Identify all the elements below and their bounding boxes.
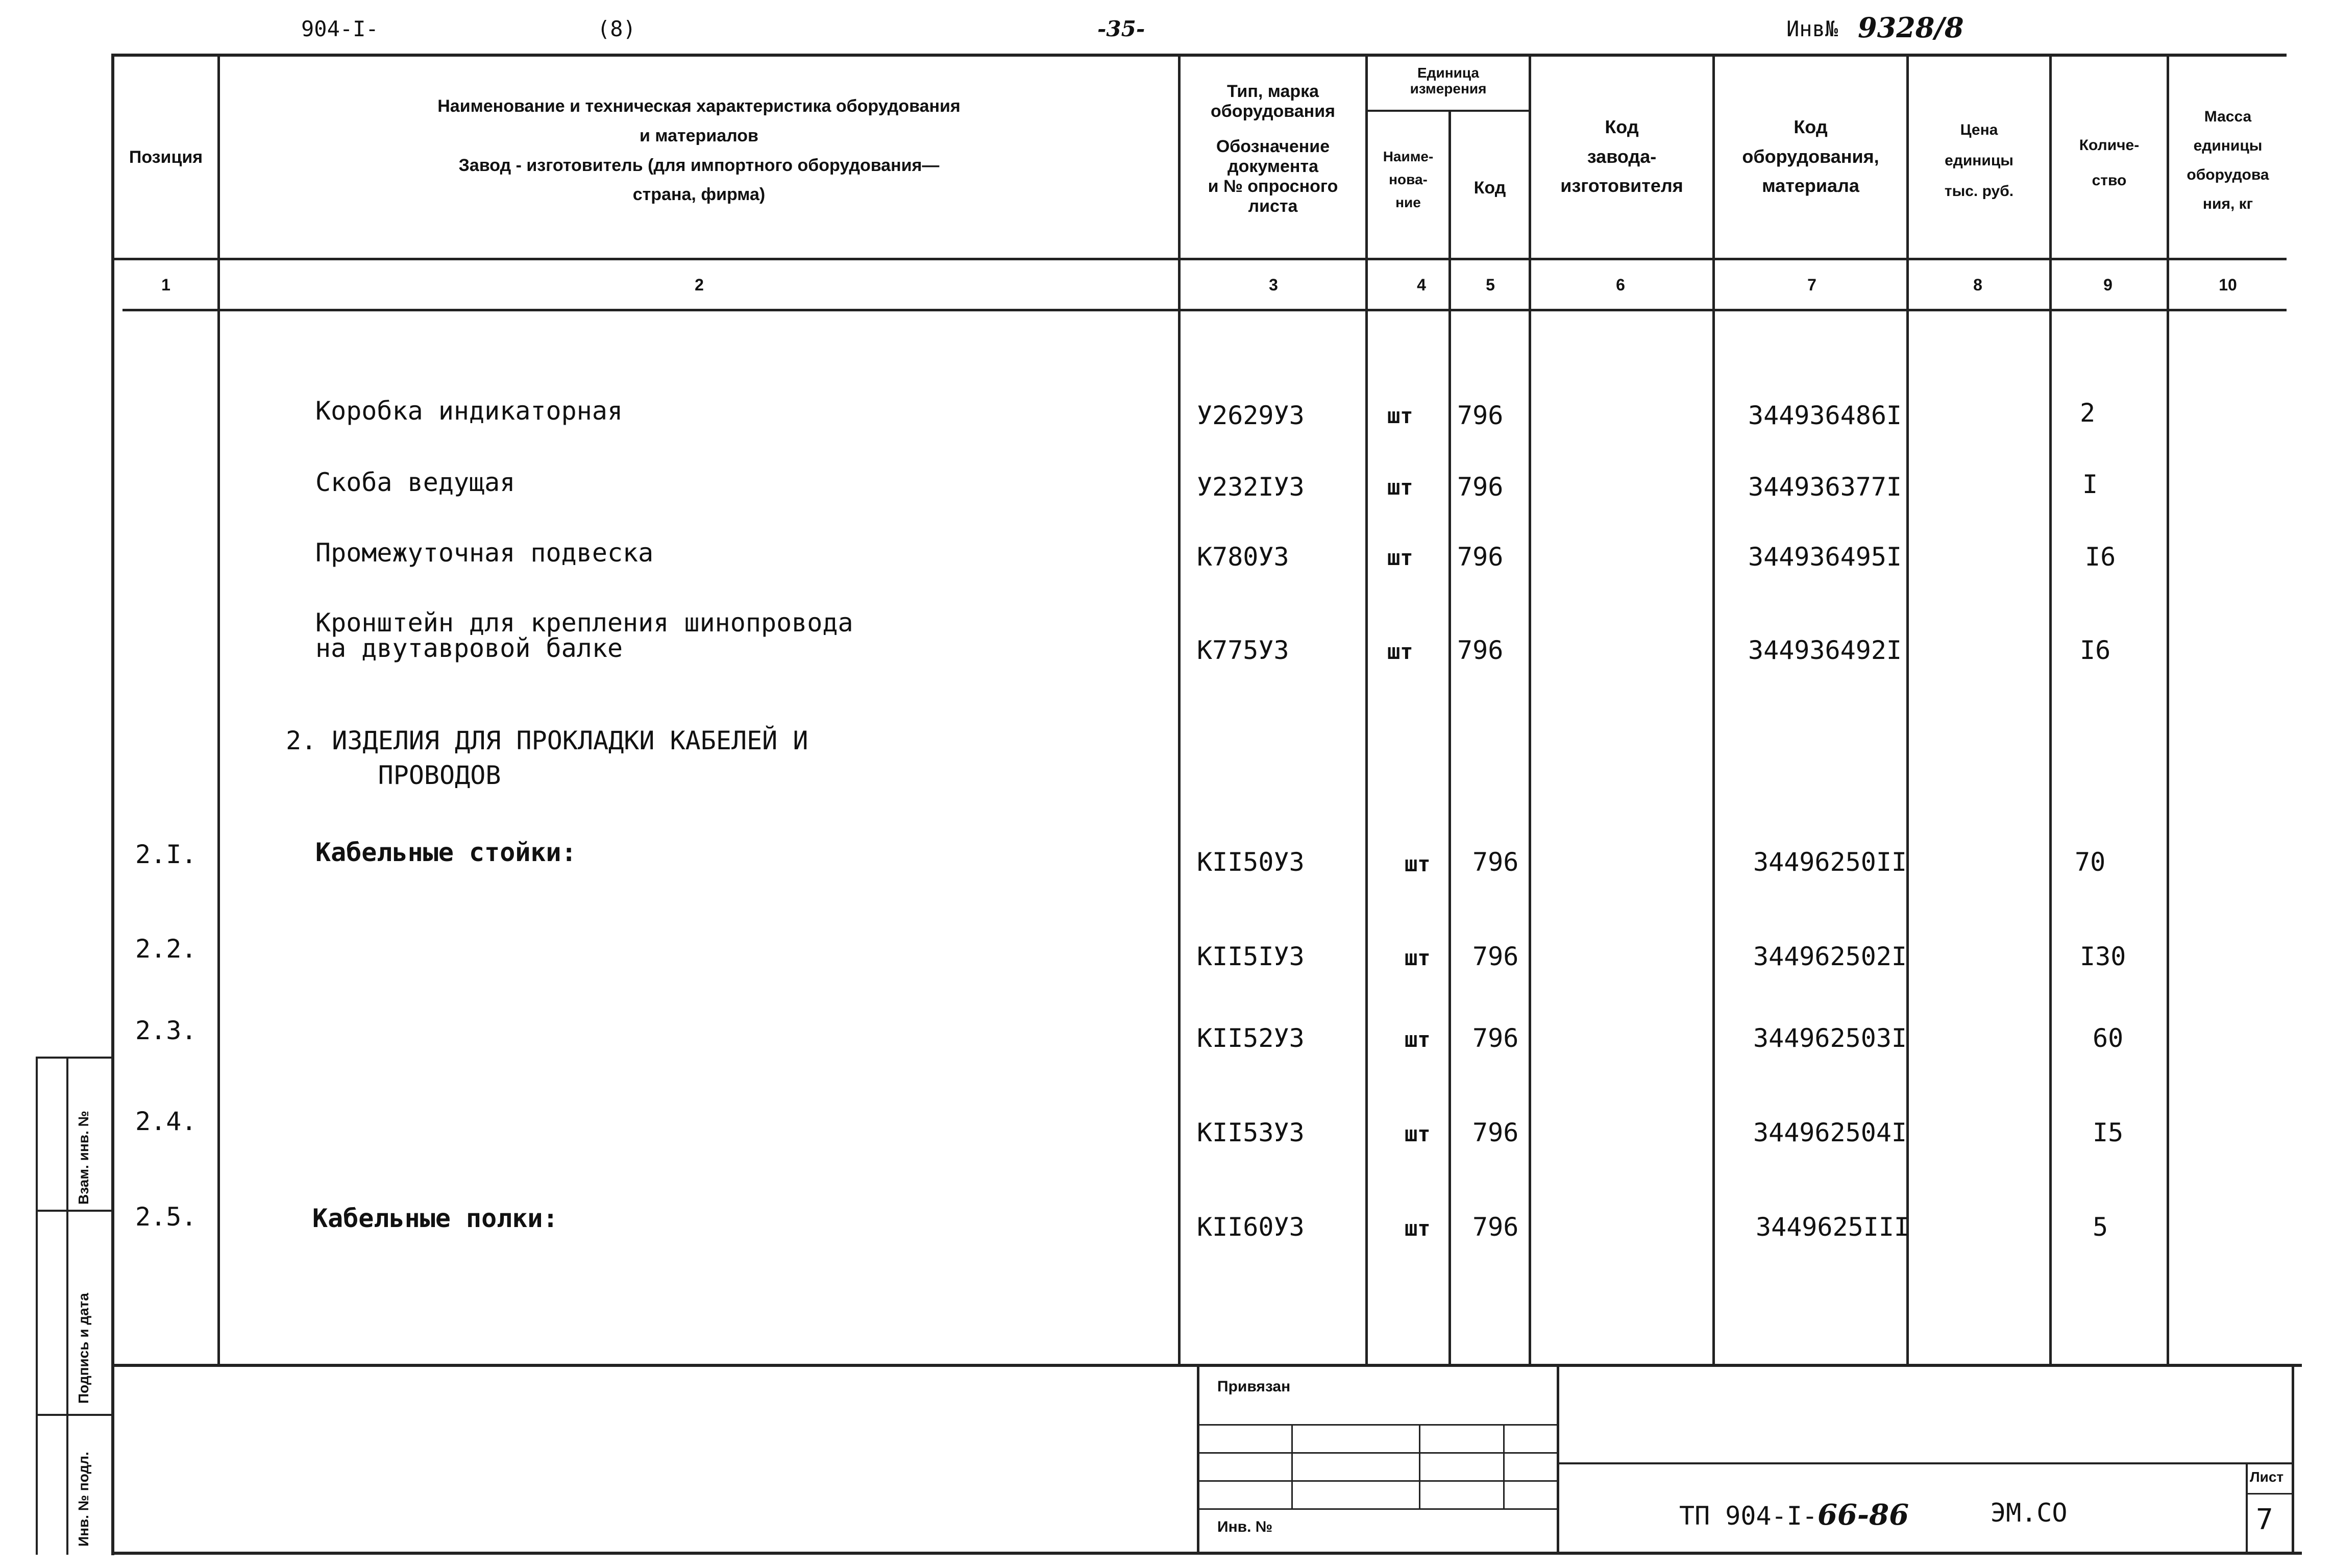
row-unit: шт <box>1405 1216 1431 1241</box>
header-unit-name-line: нова- <box>1389 171 1428 187</box>
row-unit: шт <box>1405 1121 1431 1146</box>
header-unit-name <box>1368 145 1448 214</box>
frame-top-line <box>111 54 2287 57</box>
header-unit-name-line: Наиме- <box>1383 149 1434 164</box>
header-factory-line: завода- <box>1587 145 1657 167</box>
row-material-code: 344936486I <box>1748 401 1902 430</box>
col-number: 6 <box>1616 276 1625 294</box>
header-material-line: оборудования, <box>1742 145 1879 167</box>
row-type: У232IУ3 <box>1197 472 1305 502</box>
row-name: Кабельные полки: <box>312 1204 558 1233</box>
row-type: КII5IУ3 <box>1197 942 1305 971</box>
header-mass-line: Масса <box>2204 108 2252 125</box>
series-code: 904-I- <box>301 16 379 41</box>
header-mass-line: ния, кг <box>2202 195 2253 212</box>
col-divider <box>1712 54 1715 1364</box>
titleblock-divider <box>1197 1364 1199 1555</box>
row-material-code: 344962502I <box>1753 942 1907 971</box>
row-code: 796 <box>1457 472 1504 502</box>
header-bottom-line <box>111 258 2287 260</box>
row-code: 796 <box>1457 635 1504 665</box>
col-divider <box>1448 110 1451 1364</box>
header-name-line: Наименование и техническая характеристика оборудования <box>437 96 961 116</box>
header-factory-code <box>1531 112 1712 201</box>
header-type <box>1181 82 1365 217</box>
sheet-number: 7 <box>2256 1503 2273 1536</box>
header-name-line: и материалов <box>640 126 758 145</box>
row-quantity: 2 <box>2080 398 2096 428</box>
page-number: -35- <box>1097 16 1145 41</box>
col-divider <box>1365 54 1368 1364</box>
col-number: 4 <box>1417 276 1426 294</box>
header-type-line: Обозначение <box>1216 137 1330 157</box>
section-heading: 2. ИЗДЕЛИЯ ДЛЯ ПРОКЛАДКИ КАБЕЛЕЙ И ПРОВОДОВ <box>286 726 808 790</box>
row-type: КII50У3 <box>1197 847 1305 877</box>
row-code: 796 <box>1457 401 1504 430</box>
row-quantity: I30 <box>2080 942 2126 971</box>
unit-group-line <box>1365 110 1531 112</box>
col-divider <box>1529 54 1531 1364</box>
titleblock-grid-line <box>1291 1424 1293 1508</box>
row-type: К775У3 <box>1197 635 1289 665</box>
row-position: 2.3. <box>135 1016 197 1045</box>
header-quantity-line: ство <box>2092 172 2127 189</box>
header-factory-line: Код <box>1605 116 1639 137</box>
row-unit: шт <box>1405 851 1431 876</box>
row-quantity: I5 <box>2093 1118 2124 1147</box>
header-unit-line: Единица <box>1417 65 1479 81</box>
row-type: К780У3 <box>1197 542 1289 572</box>
header-price-line: Цена <box>1960 121 1998 138</box>
header-type-line: и № опросного <box>1208 177 1338 197</box>
row-material-code: 344962504I <box>1753 1118 1907 1147</box>
row-type: КII53У3 <box>1197 1118 1305 1147</box>
header-name <box>220 92 1178 210</box>
row-unit: шт <box>1387 403 1413 428</box>
header-type-line: листа <box>1248 197 1298 216</box>
frame-bottom-line <box>111 1552 2302 1555</box>
header-mass-line: оборудова <box>2187 166 2269 183</box>
sheet-box-line <box>2246 1462 2248 1554</box>
header-unit-group <box>1368 65 1529 97</box>
row-code: 796 <box>1472 1118 1519 1147</box>
numbers-bottom-line <box>122 309 2287 311</box>
col-number: 9 <box>2103 276 2113 294</box>
header-price-line: единицы <box>1945 152 2013 169</box>
col-number: 3 <box>1269 276 1278 294</box>
header-unit-code: Код <box>1474 178 1506 198</box>
row-code: 796 <box>1472 1023 1519 1053</box>
header-unit-name-line: ние <box>1395 194 1421 210</box>
header-type-line: документа <box>1227 157 1318 177</box>
header-factory-line: изготовителя <box>1560 175 1683 197</box>
col-number: 5 <box>1486 276 1495 294</box>
side-stamp-line <box>36 1057 38 1555</box>
row-material-code: 344936377I <box>1748 472 1902 502</box>
row-material-code: 344936495I <box>1748 542 1902 572</box>
row-material-code: 344936492I <box>1748 635 1902 665</box>
row-name: Кронштейн для крепления шинопровода на двутавровой балке <box>315 608 853 663</box>
titleblock-grid-line <box>1503 1424 1505 1508</box>
col-divider <box>1906 54 1909 1364</box>
header-price-line: тыс. руб. <box>1944 183 2014 200</box>
sheet-box-line <box>2246 1493 2294 1494</box>
row-position: 2.5. <box>135 1202 197 1232</box>
col-divider <box>217 54 220 1364</box>
row-quantity: I <box>2082 470 2098 499</box>
side-stamp-line <box>36 1057 112 1059</box>
document-prefix: ТП 904-I- <box>1679 1501 1818 1531</box>
row-quantity: 60 <box>2093 1023 2124 1053</box>
col-number: 10 <box>2219 276 2237 294</box>
row-name: Кабельные стойки: <box>315 838 577 867</box>
header-quantity-line: Количе- <box>2079 137 2140 154</box>
row-material-code: 34496250II <box>1753 847 1907 877</box>
row-unit: шт <box>1405 945 1431 970</box>
frame-right-border <box>2292 1364 2294 1555</box>
document-suffix: ЭМ.СО <box>1991 1498 2068 1528</box>
table-bottom-line <box>111 1364 2302 1367</box>
row-code: 796 <box>1472 942 1519 971</box>
header-mass <box>2169 102 2287 218</box>
row-name: Скоба ведущая <box>315 468 515 497</box>
row-unit: шт <box>1405 1027 1431 1052</box>
titleblock-grid-line <box>1559 1462 2292 1464</box>
row-position: 2.I. <box>135 840 197 869</box>
col-number: 1 <box>161 276 170 294</box>
col-divider <box>2167 54 2169 1364</box>
row-type: У2629У3 <box>1197 401 1305 430</box>
header-quantity <box>2052 128 2167 198</box>
inventory-no-label: Инв. № <box>1217 1518 1273 1535</box>
row-quantity: I6 <box>2080 635 2111 665</box>
row-quantity: I6 <box>2085 542 2116 572</box>
row-type: КII52У3 <box>1197 1023 1305 1053</box>
header-type-line: Тип, марка <box>1226 82 1319 101</box>
row-code: 796 <box>1472 847 1519 877</box>
frame-left-border <box>111 54 114 1555</box>
header-mass-line: единицы <box>2193 137 2263 154</box>
col-number: 7 <box>1807 276 1816 294</box>
col-divider <box>2049 54 2052 1364</box>
bound-label: Привязан <box>1217 1378 1291 1395</box>
row-quantity: 70 <box>2075 847 2106 877</box>
header-price <box>1909 115 2049 207</box>
row-code: 796 <box>1457 542 1504 572</box>
header-type-line: оборудования <box>1211 102 1335 121</box>
titleblock-grid-line <box>1199 1508 1557 1510</box>
row-position: 2.2. <box>135 934 197 964</box>
row-unit: шт <box>1387 639 1413 664</box>
header-unit-line: измерения <box>1410 80 1487 96</box>
titleblock-grid-line <box>1419 1424 1420 1508</box>
side-stamp-line <box>36 1414 112 1416</box>
inventory-label: Инв№ <box>1786 16 1838 41</box>
header-material-code <box>1715 112 1906 201</box>
col-number: 2 <box>695 276 704 294</box>
row-position: 2.4. <box>135 1107 197 1136</box>
document-code <box>1679 1498 1909 1532</box>
side-stamp-line <box>66 1057 68 1555</box>
header-name-line: Завод - изготовитель (для импортного оборудования— <box>458 155 940 175</box>
document-hand-number: 66-86 <box>1817 1498 1909 1532</box>
header-position: Позиция <box>129 148 203 167</box>
row-unit: шт <box>1387 475 1413 500</box>
inventory-number: 9328/8 <box>1858 11 1964 44</box>
side-stamp-line <box>36 1210 112 1212</box>
row-name: Промежуточная подвеска <box>315 538 654 568</box>
sheet-ref: (8) <box>597 16 636 41</box>
row-quantity: 5 <box>2093 1212 2108 1242</box>
titleblock-divider <box>1557 1364 1559 1555</box>
header-name-line: страна, фирма) <box>632 185 766 205</box>
row-type: КII60У3 <box>1197 1212 1305 1242</box>
header-material-line: материала <box>1762 175 1859 197</box>
header-material-line: Код <box>1794 116 1828 137</box>
row-material-code: 344962503I <box>1753 1023 1907 1053</box>
row-name: Коробка индикаторная <box>315 396 623 426</box>
row-unit: шт <box>1387 545 1413 570</box>
col-divider <box>1178 54 1181 1364</box>
sheet-label: Лист <box>2250 1469 2284 1485</box>
col-number: 8 <box>1973 276 1982 294</box>
row-material-code: 3449625III <box>1756 1212 1910 1242</box>
row-code: 796 <box>1472 1212 1519 1242</box>
